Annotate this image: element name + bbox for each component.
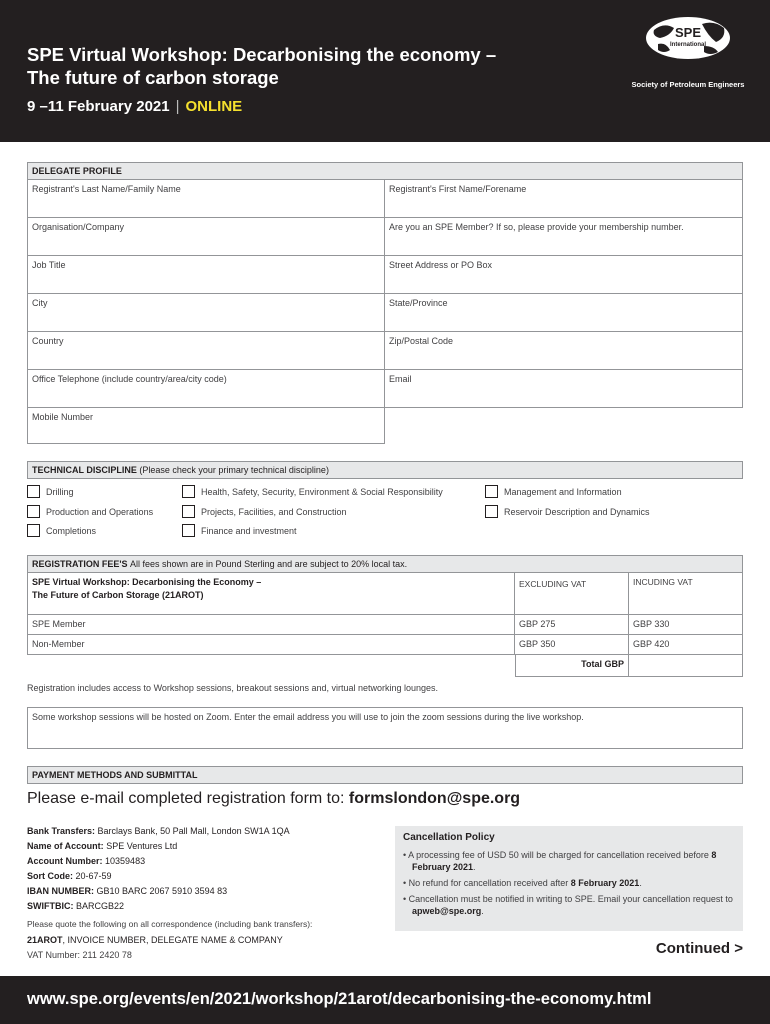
- job-title-field[interactable]: [27, 256, 385, 294]
- bank-value: 10359483: [105, 856, 146, 866]
- cancellation-bullet: [403, 849, 735, 873]
- logo-international-text: International: [669, 42, 707, 48]
- bank-label: Name of Account:: [27, 841, 104, 851]
- checkbox-projects[interactable]: [182, 505, 347, 518]
- last-name-label: Registrant's Last Name/Family Name: [32, 184, 181, 194]
- mobile-field[interactable]: [27, 408, 385, 444]
- payment-title: PAYMENT METHODS AND SUBMITTAL: [32, 770, 198, 780]
- spe-logo: [630, 16, 746, 92]
- last-name-field[interactable]: [27, 180, 385, 218]
- bank-label: IBAN NUMBER:: [27, 886, 94, 896]
- mobile-label: Mobile Number: [32, 412, 94, 422]
- total-gbp-field[interactable]: [629, 655, 743, 677]
- continued-link[interactable]: Continued >: [655, 940, 743, 957]
- cancellation-bullet: [403, 877, 735, 889]
- email-prefix: Please e-mail completed registration form to:: [27, 790, 345, 807]
- country-field[interactable]: [27, 332, 385, 370]
- email-label: Email: [389, 374, 412, 384]
- organisation-field[interactable]: [27, 218, 385, 256]
- checkbox-drilling[interactable]: [27, 485, 74, 498]
- zip-label: Zip/Postal Code: [389, 336, 454, 346]
- cancellation-bullet: [403, 893, 735, 917]
- date-text: 9 –11 February 2021: [27, 98, 170, 115]
- fee-event-name: [27, 573, 515, 615]
- zoom-note: Some workshop sessions will be hosted on Zoom. Enter the email address you will use to join the zoom sessions during the live workshop.: [32, 712, 584, 722]
- cancellation-text: Cancellation must be notified in writing to SPE. Email your cancellation request to: [408, 894, 733, 904]
- registration-fees-header: [27, 555, 743, 573]
- bank-row: [27, 856, 145, 866]
- checkbox-completions[interactable]: [27, 524, 96, 537]
- access-note: Registration includes access to Workshop sessions, breakout sessions and, virtual networking lounges.: [27, 683, 439, 693]
- fee-row-member-incl: GBP 330: [629, 615, 743, 635]
- cancellation-text: No refund for cancellation received after: [408, 878, 571, 888]
- bank-row: [27, 886, 227, 896]
- office-phone-label: Office Telephone (include country/area/city code): [32, 374, 227, 384]
- cancellation-date: 8 February 2021: [412, 850, 717, 872]
- delegate-profile-title: DELEGATE PROFILE: [32, 166, 122, 176]
- footer-url-link[interactable]: www.spe.org/events/en/2021/workshop/21arot/decarbonising-the-economy.html: [27, 990, 652, 1008]
- bank-row: [27, 841, 177, 851]
- event-date: [27, 98, 242, 115]
- organisation-label: Organisation/Company: [32, 222, 125, 232]
- zoom-email-field[interactable]: [27, 707, 743, 749]
- checkbox-label: Reservoir Description and Dynamics: [504, 506, 650, 517]
- quote-rest: , INVOICE NUMBER, DELEGATE NAME & COMPANY: [62, 935, 283, 945]
- checkbox-box[interactable]: [485, 505, 498, 518]
- cancellation-email-link[interactable]: apweb@spe.org: [412, 906, 482, 916]
- date-separator: |: [175, 98, 180, 115]
- cancellation-policy-box: [395, 826, 743, 931]
- checkbox-box[interactable]: [485, 485, 498, 498]
- checkbox-box[interactable]: [182, 505, 195, 518]
- email-field[interactable]: [385, 370, 743, 408]
- job-title-label: Job Title: [32, 260, 66, 270]
- cancellation-text: A processing fee of USD 50 will be charged for cancellation received before: [408, 850, 712, 860]
- bank-label: Sort Code:: [27, 871, 73, 881]
- technical-note: (Please check your primary technical discipline): [139, 465, 329, 475]
- bank-value: Barclays Bank, 50 Pall Mall, London SW1A 1QA: [97, 826, 290, 836]
- submission-email-link[interactable]: formslondon@spe.org: [348, 790, 521, 807]
- bank-label: Bank Transfers:: [27, 826, 96, 836]
- total-gbp-label: Total GBP: [515, 655, 629, 677]
- col-excluding-vat: EXCLUDING VAT: [515, 573, 629, 615]
- checkbox-finance[interactable]: [182, 524, 297, 537]
- checkbox-label: Drilling: [46, 486, 74, 497]
- bank-row: [27, 826, 290, 836]
- period: .: [481, 906, 484, 916]
- checkbox-label: Health, Safety, Security, Environment & Social Responsibility: [201, 486, 443, 497]
- title-line-2: The future of carbon storage: [27, 67, 279, 88]
- header-banner: [0, 0, 770, 142]
- period: .: [473, 862, 476, 872]
- online-badge: ONLINE: [185, 98, 243, 115]
- logo-spe-text: SPE: [674, 25, 702, 40]
- fee-row-nonmember-excl: GBP 350: [515, 635, 629, 655]
- membership-label: Are you an SPE Member? If so, please provide your membership number.: [389, 222, 684, 232]
- bank-value: SPE Ventures Ltd: [106, 841, 178, 851]
- membership-field[interactable]: [385, 218, 743, 256]
- checkbox-label: Finance and investment: [201, 525, 297, 536]
- bank-row: [27, 901, 124, 911]
- quote-note: Please quote the following on all correspondence (including bank transfers):: [27, 919, 313, 929]
- vat-number: VAT Number: 211 2420 78: [27, 950, 132, 960]
- logo-org-name: Society of Petroleum Engineers: [631, 80, 745, 89]
- fee-row-nonmember-incl: GBP 420: [629, 635, 743, 655]
- checkbox-label: Production and Operations: [46, 506, 154, 517]
- bullet-dot: •: [403, 878, 407, 888]
- col-including-vat: INCUDING VAT: [629, 573, 743, 615]
- state-field[interactable]: [385, 294, 743, 332]
- bank-value: GB10 BARC 2067 5910 3594 83: [96, 886, 228, 896]
- zip-field[interactable]: [385, 332, 743, 370]
- fee-row-member-label: SPE Member: [27, 615, 515, 635]
- bank-value: 20-67-59: [75, 871, 112, 881]
- country-label: Country: [32, 336, 64, 346]
- title-line-1: SPE Virtual Workshop: Decarbonising the economy –: [27, 44, 497, 65]
- first-name-field[interactable]: [385, 180, 743, 218]
- bank-value: BARCGB22: [76, 901, 125, 911]
- cancellation-date: 8 February 2021: [570, 878, 640, 888]
- checkbox-label: Projects, Facilities, and Construction: [201, 506, 347, 517]
- bullet-dot: •: [403, 850, 407, 860]
- checkbox-box[interactable]: [27, 505, 40, 518]
- checkbox-box[interactable]: [27, 485, 40, 498]
- fee-row-nonmember-label: Non-Member: [27, 635, 515, 655]
- fee-event-line-2: The Future of Carbon Storage (21AROT): [32, 590, 204, 600]
- technical-title: TECHNICAL DISCIPLINE: [32, 465, 137, 475]
- footer-banner: [0, 976, 770, 1024]
- payment-header: [27, 766, 743, 784]
- checkbox-label: Management and Information: [504, 486, 622, 497]
- bullet-dot: •: [403, 894, 407, 904]
- checkbox-box[interactable]: [182, 485, 195, 498]
- street-label: Street Address or PO Box: [389, 260, 493, 270]
- checkbox-box[interactable]: [27, 524, 40, 537]
- fees-title: REGISTRATION FEE'S: [32, 559, 128, 569]
- checkbox-hsse[interactable]: [182, 485, 443, 498]
- checkbox-management[interactable]: [485, 485, 622, 498]
- cancellation-title: Cancellation Policy: [403, 832, 495, 843]
- first-name-label: Registrant's First Name/Forename: [389, 184, 527, 194]
- state-label: State/Province: [389, 298, 448, 308]
- bank-row: [27, 871, 112, 881]
- period: .: [639, 878, 642, 888]
- street-field[interactable]: [385, 256, 743, 294]
- email-instruction: [27, 790, 520, 808]
- globe-icon: [644, 16, 732, 60]
- quote-line: [27, 935, 283, 945]
- city-field[interactable]: [27, 294, 385, 332]
- fee-event-line-1: SPE Virtual Workshop: Decarbonising the Economy –: [32, 577, 262, 587]
- technical-discipline-header: [27, 461, 743, 479]
- checkbox-reservoir[interactable]: [485, 505, 650, 518]
- checkbox-box[interactable]: [182, 524, 195, 537]
- checkbox-label: Completions: [46, 525, 97, 536]
- quote-code: 21AROT: [27, 935, 63, 945]
- checkbox-production[interactable]: [27, 505, 153, 518]
- page-title: [27, 43, 587, 89]
- office-phone-field[interactable]: [27, 370, 385, 408]
- city-label: City: [32, 298, 48, 308]
- delegate-profile-header: [27, 162, 743, 180]
- bank-label: Account Number:: [27, 856, 103, 866]
- bank-label: SWIFTBIC:: [27, 901, 74, 911]
- fee-row-member-excl: GBP 275: [515, 615, 629, 635]
- fees-note: All fees shown are in Pound Sterling and are subject to 20% local tax.: [130, 559, 408, 569]
